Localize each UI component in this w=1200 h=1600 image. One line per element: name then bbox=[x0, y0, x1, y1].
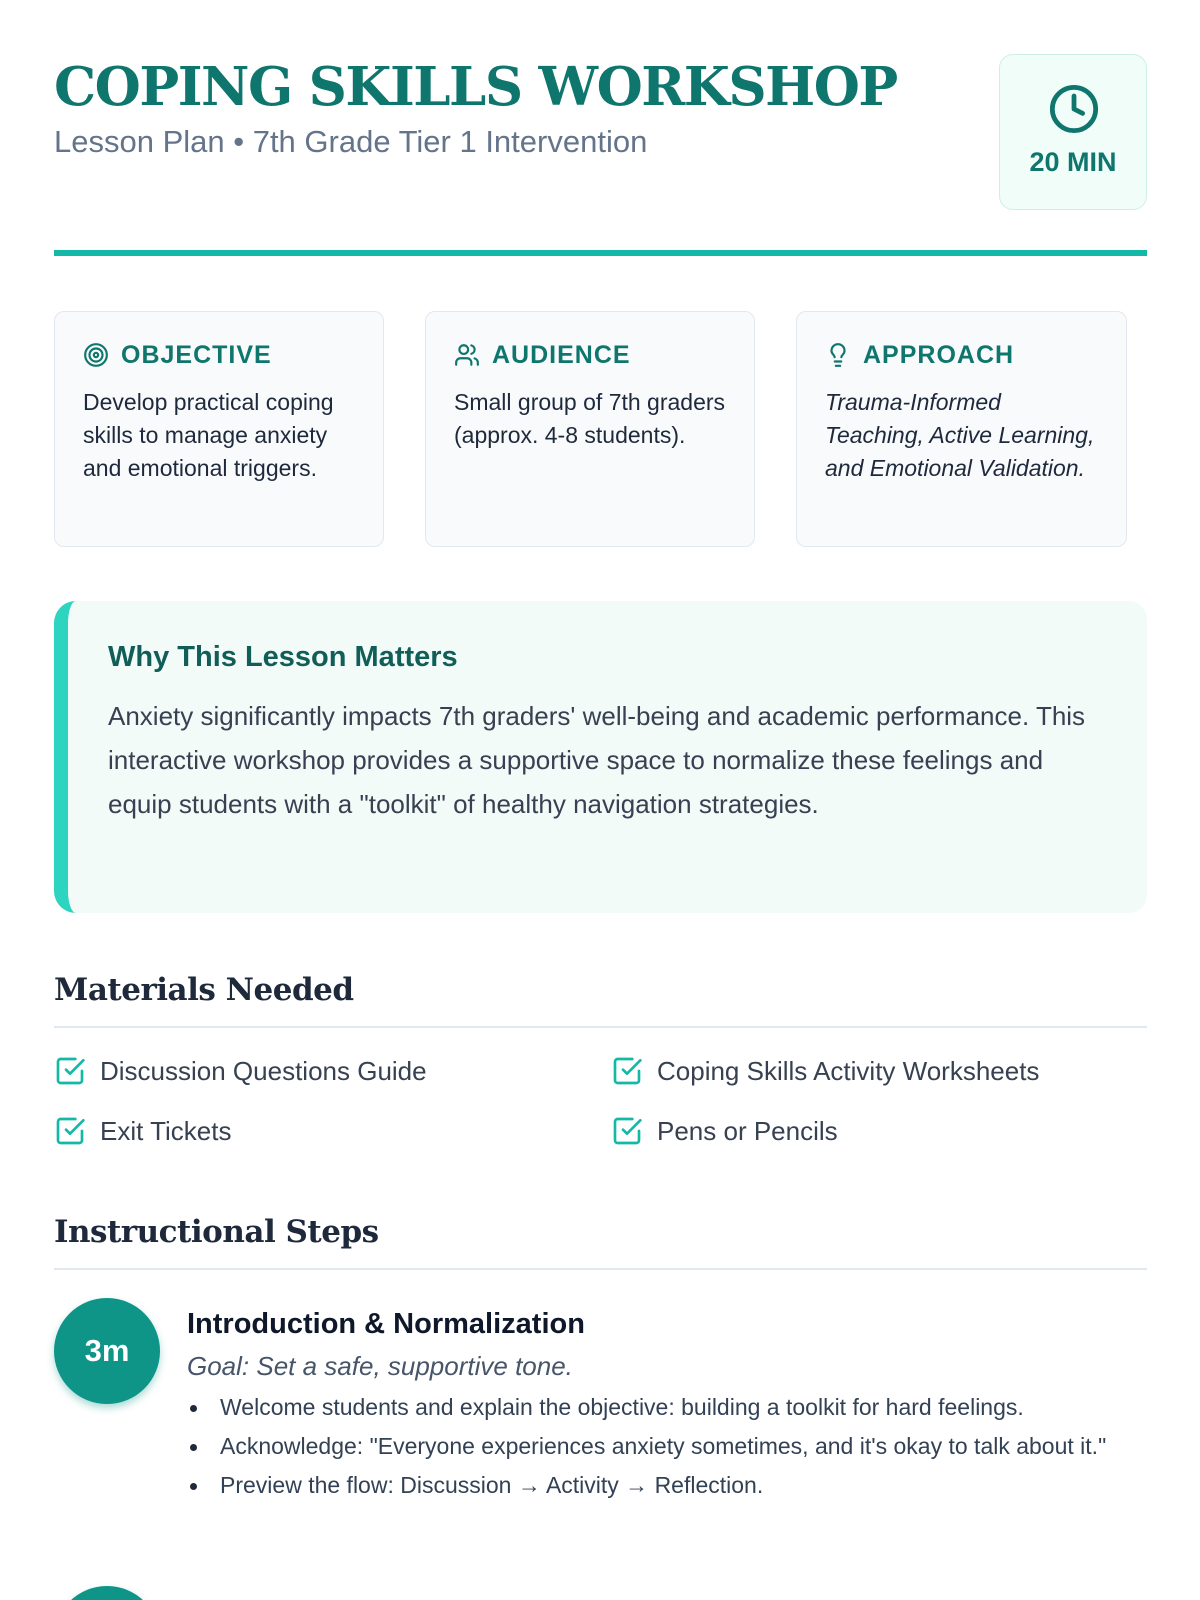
step-duration-badge: 3m bbox=[54, 1298, 160, 1404]
materials-divider bbox=[54, 1026, 1147, 1028]
lesson-plan-page bbox=[54, 0, 1147, 1498]
callout-title: Why This Lesson Matters bbox=[108, 641, 458, 673]
material-item bbox=[54, 1115, 231, 1147]
checkbox-checked-icon bbox=[611, 1055, 643, 1087]
materials-heading: Materials Needed bbox=[54, 972, 354, 1008]
objective-card-body: Develop practical coping skills to manage anxiety and emotional triggers. bbox=[83, 389, 334, 481]
step-goal: Goal: Set a safe, supportive tone. bbox=[187, 1351, 573, 1381]
why-it-matters-callout bbox=[54, 601, 1147, 913]
approach-card-title: APPROACH bbox=[863, 340, 1015, 369]
material-item bbox=[54, 1055, 427, 1087]
page-subtitle: Lesson Plan • 7th Grade Tier 1 Intervention bbox=[54, 124, 648, 159]
material-item-label: Coping Skills Activity Worksheets bbox=[657, 1055, 1040, 1086]
checkbox-checked-icon bbox=[54, 1055, 86, 1087]
material-item bbox=[611, 1115, 838, 1147]
objective-card bbox=[54, 311, 384, 547]
header-divider bbox=[54, 250, 1147, 256]
audience-card-title: AUDIENCE bbox=[492, 340, 631, 369]
approach-card bbox=[796, 311, 1127, 547]
material-item-label: Exit Tickets bbox=[100, 1115, 232, 1146]
duration-label: 20 MIN bbox=[1029, 147, 1117, 177]
lightbulb-icon bbox=[825, 342, 851, 368]
material-item-label: Discussion Questions Guide bbox=[100, 1055, 427, 1086]
audience-card-body: Small group of 7th graders (approx. 4-8 students). bbox=[454, 389, 726, 448]
step-bullets bbox=[187, 1392, 1147, 1500]
checkbox-checked-icon bbox=[54, 1115, 86, 1147]
objective-card-title: OBJECTIVE bbox=[121, 340, 272, 369]
step-title: Introduction & Normalization bbox=[187, 1308, 585, 1340]
checkbox-checked-icon bbox=[611, 1115, 643, 1147]
material-item-label: Pens or Pencils bbox=[657, 1115, 838, 1146]
step-bullet: Welcome students and explain the objective: building a toolkit for hard feelings. bbox=[187, 1392, 1147, 1422]
audience-card bbox=[425, 311, 755, 547]
target-icon bbox=[83, 342, 109, 368]
step-content bbox=[187, 1298, 1147, 1509]
instructional-step bbox=[54, 1298, 1147, 1558]
step-bullet: Preview the flow: Discussion → Activity → Reflection. bbox=[187, 1470, 1147, 1500]
header bbox=[54, 0, 1147, 250]
info-cards bbox=[54, 311, 1147, 547]
steps-heading: Instructional Steps bbox=[54, 1214, 379, 1250]
steps-divider bbox=[54, 1268, 1147, 1270]
approach-card-body: Trauma-Informed Teaching, Active Learning, and Emotional Validation. bbox=[825, 389, 1095, 481]
next-step-badge bbox=[54, 1586, 160, 1600]
page-title: COPING SKILLS WORKSHOP bbox=[54, 56, 897, 118]
callout-text: Anxiety significantly impacts 7th graders' well-being and academic performance. This interactive workshop provides a supportive space to normalize these feelings and equip students with a "toolkit" of healthy navigation strategies. bbox=[108, 701, 1086, 819]
material-item bbox=[611, 1055, 1039, 1087]
clock-icon bbox=[1048, 83, 1100, 135]
duration-badge bbox=[999, 54, 1147, 210]
step-bullet: Acknowledge: "Everyone experiences anxiety sometimes, and it's okay to talk about it." bbox=[187, 1431, 1147, 1461]
users-icon bbox=[454, 342, 480, 368]
